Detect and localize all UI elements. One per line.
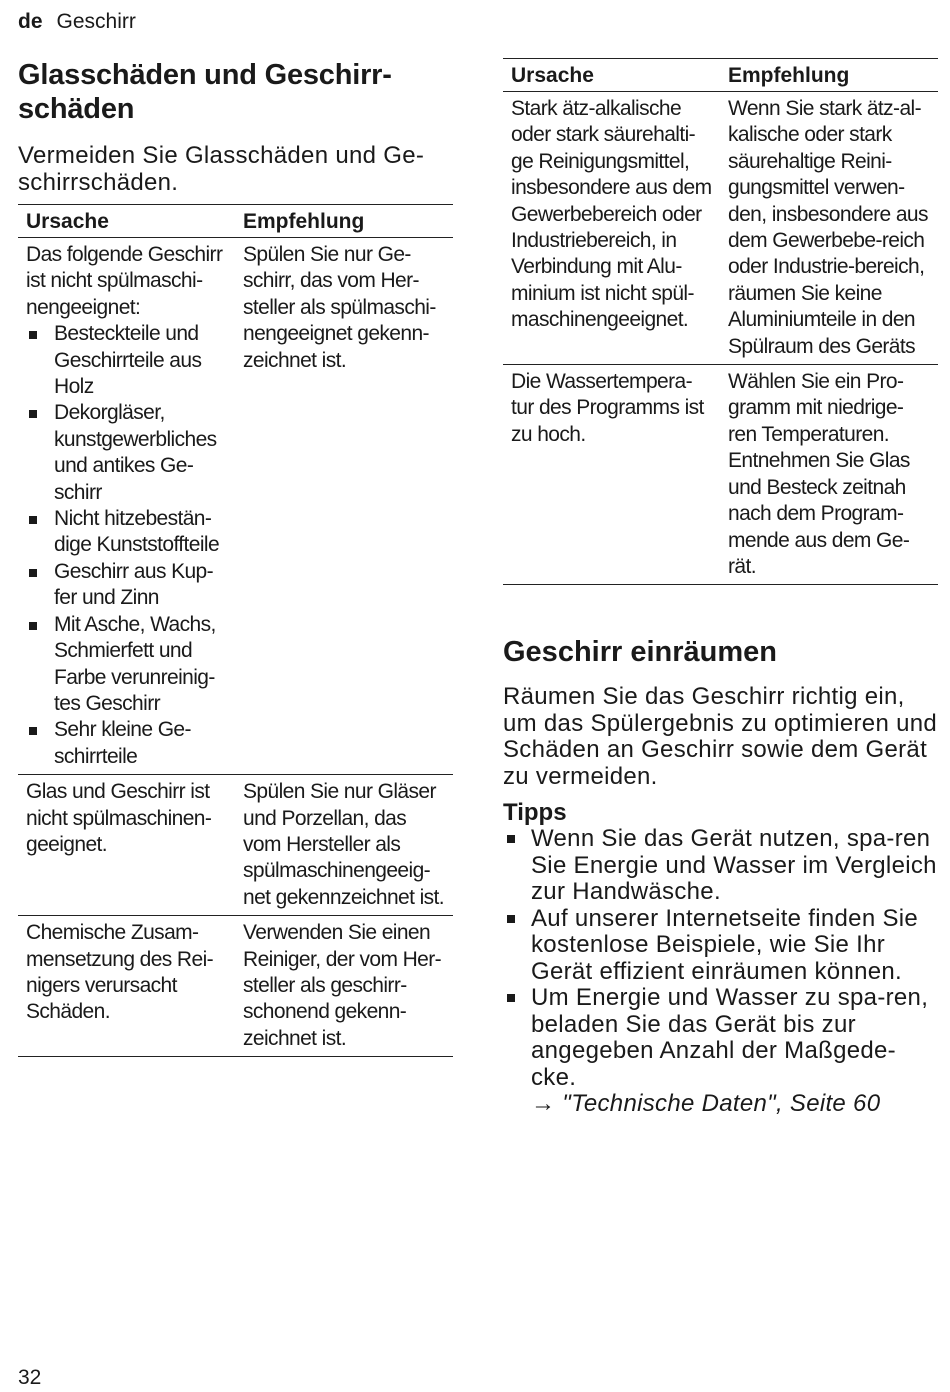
cause-cell: Die Wassertempera-tur des Programms ist zu hoch. bbox=[503, 365, 720, 585]
recommendation-cell: Wenn Sie stark ätz-al-kalische oder stark säurehaltige Reini-gungsmittel verwen-den, insbesondere aus dem Gewerbebe-reich oder Industrie-bereich, räumen Sie keine Aluminiumteile in den Spülraum des Geräts bbox=[720, 92, 938, 365]
tip-item bbox=[503, 985, 938, 1118]
col-cause-header: Ursache bbox=[503, 59, 720, 92]
unsuitable-items-list bbox=[26, 321, 227, 770]
page-number: 32 bbox=[18, 1366, 42, 1389]
col-recommendation-header: Empfehlung bbox=[235, 205, 453, 238]
tip-text: Um Energie und Wasser zu spa-ren, beladen Sie das Gerät bis zur angegeben Anzahl der Maßgede-cke. bbox=[531, 984, 929, 1091]
col-recommendation-header: Empfehlung bbox=[720, 59, 938, 92]
glass-damage-title: Glasschäden und Geschirr-schäden bbox=[18, 59, 392, 125]
table-header-row bbox=[503, 59, 938, 92]
tip-item: Wenn Sie das Gerät nutzen, spa-ren Sie Energie und Wasser im Vergleich zur Handwäsche. bbox=[503, 826, 938, 906]
cause-cell: Glas und Geschirr ist nicht spülmaschinen-geeignet. bbox=[18, 775, 235, 916]
loading-title: Geschirr einräumen bbox=[503, 636, 777, 668]
table-row bbox=[18, 775, 453, 916]
table-row bbox=[503, 92, 938, 365]
tips-list bbox=[503, 826, 938, 1118]
language-code: de bbox=[18, 10, 43, 33]
list-item: Nicht hitzebestän-dige Kunststoffteile bbox=[26, 506, 227, 559]
list-item: Geschirr aus Kup-fer und Zinn bbox=[26, 559, 227, 612]
tips-title: Tipps bbox=[503, 799, 567, 826]
glass-damage-intro: Vermeiden Sie Glasschäden und Ge-schirrschäden. bbox=[18, 142, 425, 196]
glass-damage-table bbox=[18, 204, 453, 1057]
chemical-damage-table bbox=[503, 58, 938, 585]
recommendation-cell: Spülen Sie nur Ge-schirr, das vom Her-steller als spülmaschi-nengeeignet gekenn-zeichnet ist. bbox=[235, 238, 453, 775]
table-row bbox=[18, 916, 453, 1057]
table-row bbox=[18, 238, 453, 775]
list-item: Dekorgläser, kunstgewerbliches und antikes Ge-schirr bbox=[26, 400, 227, 506]
recommendation-cell: Wählen Sie ein Pro-gramm mit niedrige-ren Temperaturen. Entnehmen Sie Glas und Besteck zeitnah nach dem Program-mende aus dem Ge-rät. bbox=[720, 365, 938, 585]
page-header bbox=[18, 8, 136, 36]
col-cause-header: Ursache bbox=[18, 205, 235, 238]
technical-data-link[interactable]: → "Technische Daten", Seite 60 bbox=[531, 1090, 881, 1117]
cause-cell bbox=[18, 238, 235, 775]
loading-intro: Räumen Sie das Geschirr richtig ein, um das Spülergebnis zu optimieren und Schäden an Geschirr sowie dem Gerät zu vermeiden. bbox=[503, 683, 938, 790]
cause-cell: Stark ätz-alkalische oder stark säurehalti-ge Reinigungsmittel, insbesondere aus dem Gewerbebereich oder Industriebereich, in Verbindung mit Alu-minium ist nicht spül-maschinengeeignet. bbox=[503, 92, 720, 365]
cause-cell: Chemische Zusam-mensetzung des Rei-nigers verursacht Schäden. bbox=[18, 916, 235, 1057]
table-header-row bbox=[18, 205, 453, 238]
table-row bbox=[503, 365, 938, 585]
list-item: Besteckteile und Geschirrteile aus Holz bbox=[26, 321, 227, 400]
recommendation-cell: Verwenden Sie einen Reiniger, der vom Her-steller als geschirr-schonend gekenn-zeichnet ist. bbox=[235, 916, 453, 1057]
cause-text: Das folgende Geschirr ist nicht spülmaschi-nengeeignet: bbox=[26, 243, 223, 319]
section-name: Geschirr bbox=[56, 10, 136, 33]
list-item: Mit Asche, Wachs, Schmierfett und Farbe verunreinig-tes Geschirr bbox=[26, 612, 227, 718]
recommendation-cell: Spülen Sie nur Gläser und Porzellan, das vom Hersteller als spülmaschinengeeig-net gekennzeichnet ist. bbox=[235, 775, 453, 916]
tip-item: Auf unserer Internetseite finden Sie kostenlose Beispiele, wie Sie Ihr Gerät effizient einräumen können. bbox=[503, 906, 938, 986]
list-item: Sehr kleine Ge-schirrteile bbox=[26, 717, 227, 770]
